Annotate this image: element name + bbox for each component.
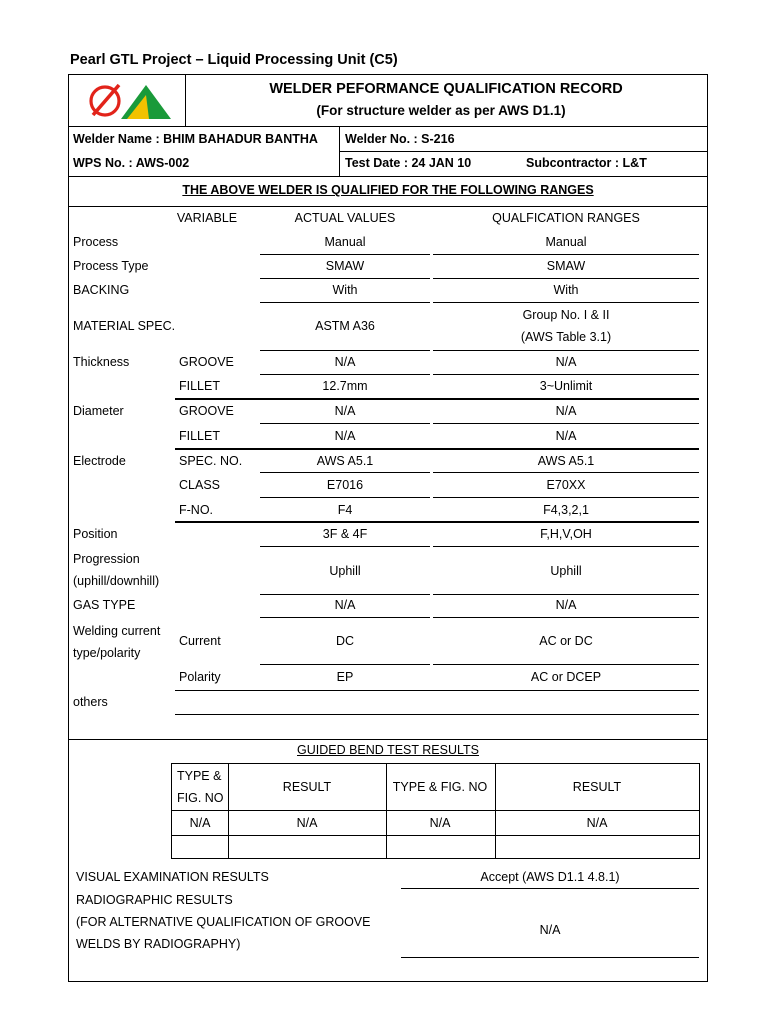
- radiographic-label: RADIOGRAPHIC RESULTS: [76, 893, 233, 907]
- row-sublabel: F-NO.: [179, 503, 214, 517]
- row-label-line2: type/polarity: [73, 646, 141, 660]
- range-value: E70XX: [546, 478, 586, 492]
- col-actual: ACTUAL VALUES: [294, 211, 396, 225]
- range-value: F,H,V,OH: [540, 527, 592, 541]
- range-value-line2: (AWS Table 3.1): [520, 330, 612, 344]
- range-value: Uphill: [550, 564, 582, 578]
- actual-value: Manual: [324, 235, 366, 249]
- actual-value: EP: [336, 670, 354, 684]
- actual-value: N/A: [334, 429, 356, 443]
- logo-icon: [69, 75, 185, 125]
- actual-value: AWS A5.1: [316, 454, 374, 468]
- record-subtitle: (For structure welder as per AWS D1.1): [316, 103, 566, 118]
- actual-value: With: [332, 283, 358, 297]
- row-label: Process: [73, 235, 119, 249]
- actual-value: ASTM A36: [315, 319, 375, 333]
- row-sublabel: FILLET: [179, 379, 220, 393]
- row-sublabel: GROOVE: [179, 355, 234, 369]
- row-label: Electrode: [73, 454, 126, 468]
- row-label: MATERIAL SPEC.: [73, 319, 176, 333]
- range-value: N/A: [555, 355, 577, 369]
- row-sublabel: FILLET: [179, 429, 220, 443]
- visual-exam-value: Accept (AWS D1.1 4.8.1): [480, 870, 620, 884]
- bend-col1-line2: FIG. NO: [177, 791, 224, 805]
- row-label: Welding current: [73, 624, 161, 638]
- bend-test-heading: GUIDED BEND TEST RESULTS: [297, 743, 479, 757]
- bend-cell: N/A: [189, 816, 211, 830]
- col-range: QUALFICATION RANGES: [492, 211, 640, 225]
- bend-cell: N/A: [586, 816, 608, 830]
- col-variable: VARIABLE: [176, 211, 238, 225]
- bend-cell: N/A: [429, 816, 451, 830]
- range-value: Group No. I & II: [522, 308, 610, 322]
- welder-no: Welder No. : S-216: [345, 132, 455, 146]
- row-sublabel: CLASS: [179, 478, 220, 492]
- project-title: Pearl GTL Project – Liquid Processing Unit (C5): [70, 52, 398, 68]
- row-label: others: [73, 695, 108, 709]
- range-value: 3~Unlimit: [539, 379, 593, 393]
- range-value: AC or DCEP: [530, 670, 602, 684]
- range-value: F4,3,2,1: [543, 503, 589, 517]
- range-value: N/A: [555, 429, 577, 443]
- actual-value: SMAW: [325, 259, 365, 273]
- wps-no: WPS No. : AWS-002: [73, 156, 190, 170]
- bend-col4-header: RESULT: [572, 780, 622, 794]
- actual-value: N/A: [334, 598, 356, 612]
- actual-value: DC: [335, 634, 355, 648]
- bend-cell: N/A: [296, 816, 318, 830]
- row-sublabel: SPEC. NO.: [179, 454, 243, 468]
- row-label: Diameter: [73, 404, 124, 418]
- range-value: With: [553, 283, 579, 297]
- radiographic-value: N/A: [539, 923, 561, 937]
- radiographic-label-line3: WELDS BY RADIOGRAPHY): [76, 937, 241, 951]
- bend-col2-header: RESULT: [282, 780, 332, 794]
- bend-col3-header: TYPE & FIG. NO: [392, 780, 488, 794]
- actual-value: N/A: [334, 404, 356, 418]
- row-label: Process Type: [73, 259, 149, 273]
- actual-value: 12.7mm: [322, 379, 368, 393]
- actual-value: 3F & 4F: [322, 527, 368, 541]
- row-label: Position: [73, 527, 118, 541]
- row-sublabel: Current: [179, 634, 221, 648]
- range-value: Manual: [545, 235, 587, 249]
- bend-test-table: [171, 763, 700, 859]
- row-label: BACKING: [73, 283, 130, 297]
- actual-value: F4: [337, 503, 353, 517]
- row-label-line2: (uphill/downhill): [73, 574, 160, 588]
- actual-value: N/A: [334, 355, 356, 369]
- range-value: AWS A5.1: [537, 454, 595, 468]
- range-value: N/A: [555, 598, 577, 612]
- actual-value: E7016: [326, 478, 364, 492]
- range-value: N/A: [555, 404, 577, 418]
- radiographic-label-line2: (FOR ALTERNATIVE QUALIFICATION OF GROOVE: [76, 915, 371, 929]
- range-value: AC or DC: [539, 634, 593, 648]
- row-sublabel: GROOVE: [179, 404, 234, 418]
- welder-name: Welder Name : BHIM BAHADUR BANTHA: [73, 132, 318, 146]
- company-logo: [69, 75, 185, 125]
- row-label: Progression: [73, 552, 140, 566]
- test-date: Test Date : 24 JAN 10: [345, 156, 472, 170]
- visual-exam-label: VISUAL EXAMINATION RESULTS: [76, 870, 269, 884]
- row-sublabel: Polarity: [179, 670, 221, 684]
- row-label: GAS TYPE: [73, 598, 136, 612]
- qualified-heading: THE ABOVE WELDER IS QUALIFIED FOR THE FOLLOWING RANGES: [182, 183, 594, 197]
- record-title: WELDER PEFORMANCE QUALIFICATION RECORD: [269, 81, 623, 97]
- subcontractor: Subcontractor : L&T: [526, 156, 647, 170]
- row-label: Thickness: [73, 355, 130, 369]
- bend-col1-line1: TYPE &: [177, 769, 222, 783]
- actual-value: Uphill: [329, 564, 361, 578]
- range-value: SMAW: [546, 259, 586, 273]
